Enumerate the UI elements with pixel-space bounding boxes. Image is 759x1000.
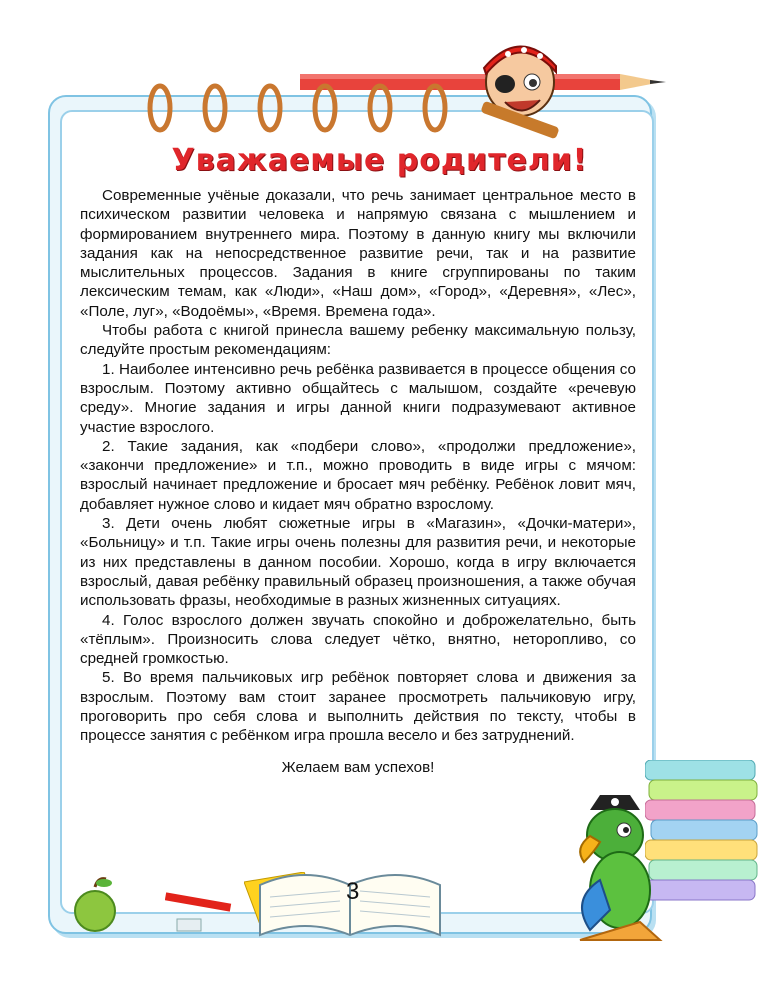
paragraph-item-2: 2. Такие задания, как «подбери слово», «продолжи предложение», «закончи предложение» и т.п., можно проводить в виде игры с мячом: взрослый начинает предложение и бросает мяч ребёнку. Ребёнок ловит мяч, добавляет нужное слово и кидает мяч обратно взрослому.	[80, 437, 636, 513]
closing-wish: Желаем вам успехов!	[281, 758, 435, 776]
body-text	[80, 186, 636, 777]
paragraph-item-1: 1. Наиболее интенсивно речь ребёнка развивается в процессе общения со взрослым. Поэтому активно общайтесь с малышом, создайте «речевую среду». Многие задания и игры данной книги подразумевают активное участие взрослого.	[80, 360, 636, 436]
spiral-rings	[140, 80, 460, 140]
paragraph-item-3: 3. Дети очень любят сюжетные игры в «Магазин», «Дочки-матери», «Больницу» и т.п. Такие игры очень полезны для развития речи, и некоторые из них представлены в данном пособии. Хорошо, когда в игру включается взрослый, давая ребёнку правильный образец произношения, а также обучая использовать фразы, необходимые в разных жизненных ситуациях.	[80, 515, 636, 610]
page-title: Уважаемые родители!	[171, 143, 588, 178]
paragraph-item-5: 5. Во время пальчиковых игр ребёнок повторяет слова и движения за взрослым. Поэтому вам стоит заранее просмотреть пальчиковую игру, проговорить про себя слова и выполнить действия по тексту, чтобы в процессе занятия с ребёнком игра прошла весело и без затруднений.	[80, 669, 636, 745]
pirate-boy-illustration	[460, 32, 580, 142]
parrot-pirate-illustration	[560, 790, 670, 950]
eraser-icon	[175, 915, 205, 935]
paragraph-intro: Современные учёные доказали, что речь занимает центральное место в психическом развитии человека и напрямую связана с мышлением и формированием внутреннего мира. Поэтому в данную книгу мы включили задания как на непосредственное развитие речи, так и на развитие мыслительных процессов. Задания в книге сгруппированы по таким лексическим темам, как «Люди», «Наш дом», «Город», «Деревня», «Лес», «Поле, луг», «Водоёмы», «Время. Времена года».	[80, 187, 636, 320]
page-number: 3	[346, 878, 360, 905]
pen-illustration	[165, 888, 245, 918]
paragraph-item-4: 4. Голос взрослого должен звучать спокойно и доброжелательно, быть «тёплым». Произносить слова следует чётко, внятно, неторопливо, со средней громкостью.	[80, 611, 636, 668]
paragraph-recommendations-lead: Чтобы работа с книгой принесла вашему ребенку максимальную пользу, следуйте простым рекомендациям:	[80, 322, 636, 359]
apple-icon	[70, 875, 120, 935]
